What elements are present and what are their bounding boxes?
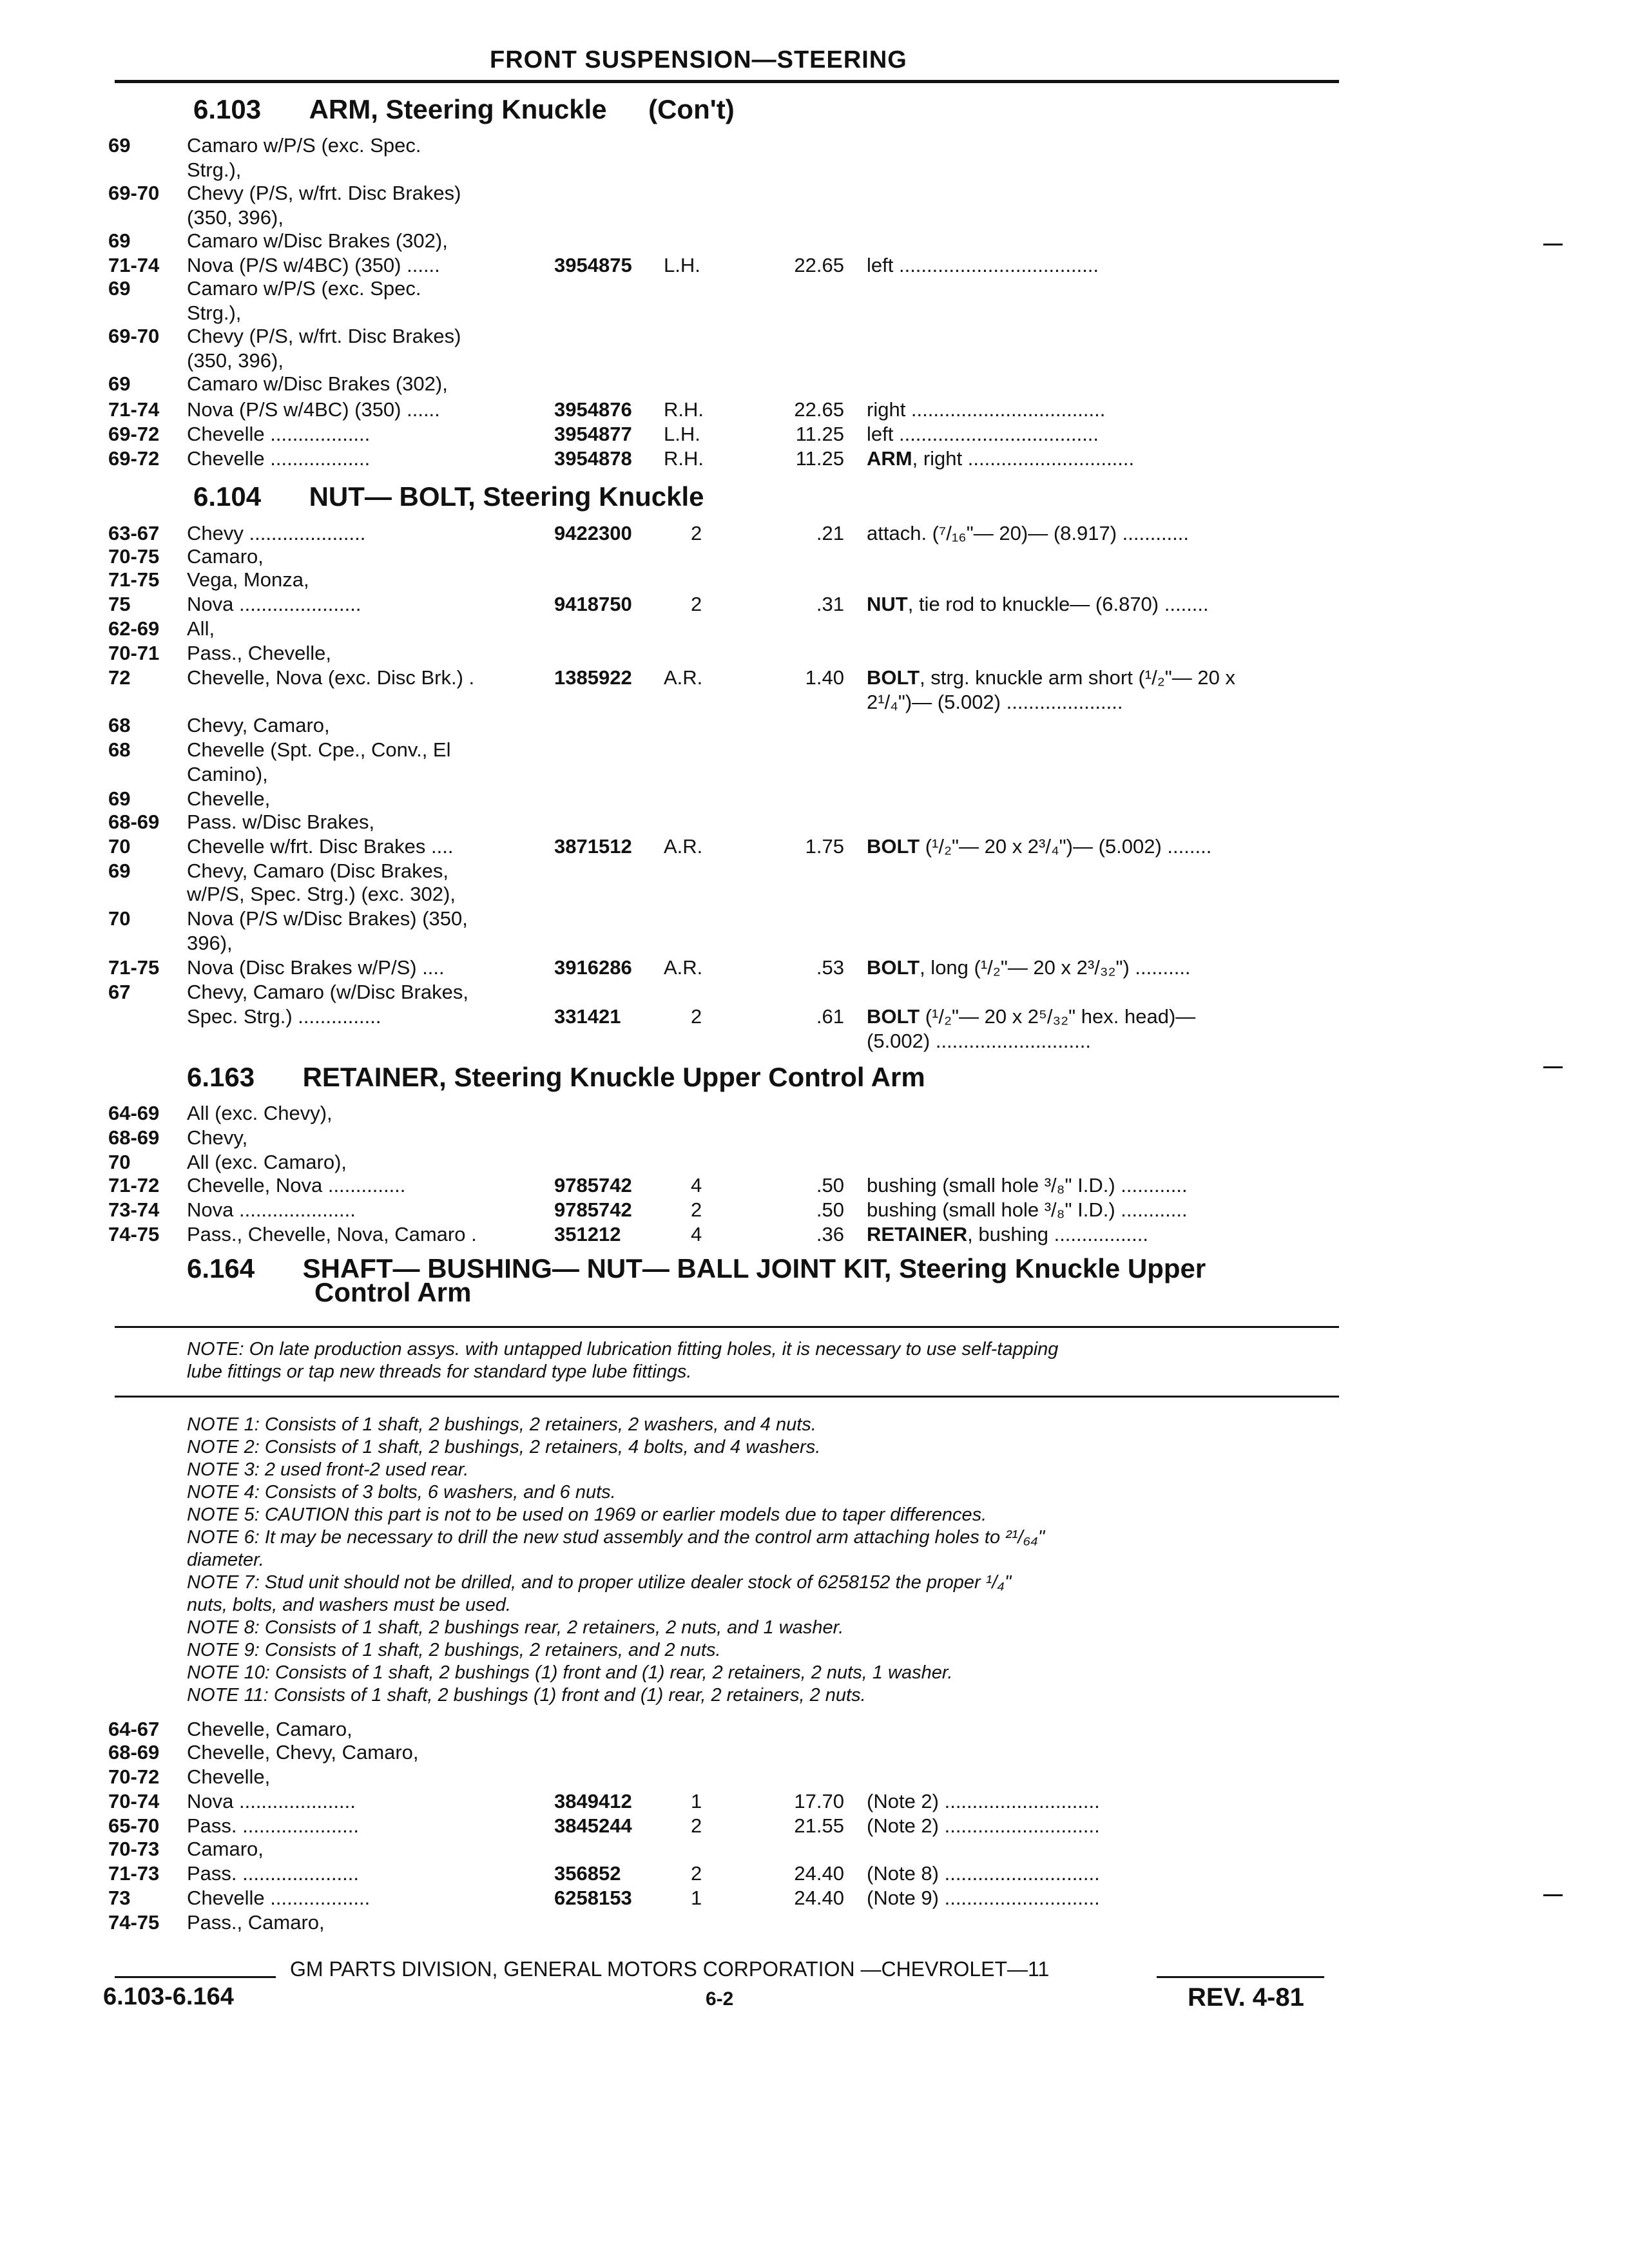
row-description: Chevy (P/S, w/frt. Disc Brakes) xyxy=(187,325,461,347)
row-description: Pass. w/Disc Brakes, xyxy=(187,811,375,833)
row-item-name: BOLT (¹/₂"— 20 x 2⁵/₃₂" hex. head)— xyxy=(867,1005,1196,1028)
row-part-number: 3871512 xyxy=(554,835,632,858)
table-row xyxy=(0,277,1629,302)
row-years: 70 xyxy=(108,1151,131,1173)
row-description: Chevelle .................. xyxy=(187,1887,371,1909)
row-years: 71-75 xyxy=(108,568,160,591)
row-description: Pass. ..................... xyxy=(187,1814,360,1837)
row-years: 70-74 xyxy=(108,1790,160,1812)
note-line: NOTE 4: Consists of 3 bolts, 6 washers, and 6 nuts. xyxy=(187,1482,616,1503)
row-part-number: 9418750 xyxy=(554,593,632,615)
row-item-name: (Note 2) ............................ xyxy=(867,1814,1100,1837)
row-years: 72 xyxy=(108,666,131,689)
row-part-number: 3849412 xyxy=(554,1790,632,1812)
footer-left-rule xyxy=(115,1976,276,1978)
row-part-number: 3916286 xyxy=(554,956,632,979)
note-line: NOTE 11: Consists of 1 shaft, 2 bushings (1) front and (1) rear, 2 retainers, 2 nuts. xyxy=(187,1685,866,1706)
table-row xyxy=(0,642,1629,666)
row-years: 69 xyxy=(108,860,131,882)
row-price: 21.55 xyxy=(794,1814,844,1837)
row-description: All (exc. Camaro), xyxy=(187,1151,347,1173)
row-description: Chevelle, Nova .............. xyxy=(187,1174,406,1196)
row-years: 65-70 xyxy=(108,1814,160,1837)
row-description: Nova ..................... xyxy=(187,1790,356,1812)
row-item-name: (Note 8) ............................ xyxy=(867,1862,1100,1885)
table-row xyxy=(0,860,1629,884)
table-row xyxy=(0,325,1629,349)
row-years: 64-69 xyxy=(108,1102,160,1124)
row-description: Chevelle w/frt. Disc Brakes .... xyxy=(187,835,454,858)
row-description: Pass., Camaro, xyxy=(187,1911,325,1934)
section-number: 6.104 xyxy=(193,481,262,512)
row-side: R.H. xyxy=(664,398,704,421)
row-price: .61 xyxy=(816,1005,844,1028)
table-row xyxy=(0,568,1629,593)
table-row xyxy=(0,182,1629,206)
boxed-note-line: lube fittings or tap new threads for standard type lube fittings. xyxy=(187,1361,692,1382)
row-part-number: 3954877 xyxy=(554,423,632,445)
footer-organization: GM PARTS DIVISION, GENERAL MOTORS CORPORATION —CHEVROLET—11 xyxy=(290,1957,1050,1981)
row-quantity: 1 xyxy=(691,1887,702,1909)
row-description: Nova (P/S w/4BC) (350) ...... xyxy=(187,254,440,276)
row-years: 62-69 xyxy=(108,617,160,640)
row-years: 74-75 xyxy=(108,1223,160,1245)
row-years: 73 xyxy=(108,1887,131,1909)
row-description: Chevelle .................. xyxy=(187,447,371,470)
note-line: NOTE 10: Consists of 1 shaft, 2 bushings (1) front and (1) rear, 2 retainers, 2 nuts, 1 washer. xyxy=(187,1662,953,1683)
table-row xyxy=(0,159,1629,183)
row-price: .31 xyxy=(816,593,844,615)
table-row xyxy=(0,907,1629,932)
table-row xyxy=(0,372,1629,397)
table-row xyxy=(0,738,1629,763)
row-years: 69 xyxy=(108,229,131,252)
row-quantity: 2 xyxy=(691,1005,702,1028)
table-row xyxy=(0,1887,1629,1911)
row-years: 69 xyxy=(108,372,131,395)
row-years: 71-74 xyxy=(108,254,160,276)
row-side: A.R. xyxy=(664,666,703,689)
row-years: 64-67 xyxy=(108,1718,160,1740)
header-rule xyxy=(115,80,1339,83)
note-line: NOTE 8: Consists of 1 shaft, 2 bushings rear, 2 retainers, 2 nuts, and 1 washer. xyxy=(187,1617,844,1638)
row-description: Nova ..................... xyxy=(187,1198,356,1221)
row-part-number: 3845244 xyxy=(554,1814,632,1837)
section-number: 6.163 xyxy=(187,1062,255,1092)
row-part-number: 3954875 xyxy=(554,254,632,276)
table-row xyxy=(0,1718,1629,1742)
row-description: Chevy, Camaro (w/Disc Brakes, xyxy=(187,981,468,1003)
table-row xyxy=(0,1814,1629,1839)
row-side: L.H. xyxy=(664,423,700,445)
row-description: Nova ...................... xyxy=(187,593,361,615)
row-quantity: 1 xyxy=(691,1790,702,1812)
table-row xyxy=(0,349,1629,374)
row-item-name: (Note 9) ............................ xyxy=(867,1887,1100,1909)
row-description: Camaro w/Disc Brakes (302), xyxy=(187,229,448,252)
table-row xyxy=(0,811,1629,835)
row-description: All, xyxy=(187,617,215,640)
row-part-number: 3954878 xyxy=(554,447,632,470)
row-years: 73-74 xyxy=(108,1198,160,1221)
row-item-name: left .................................... xyxy=(867,254,1099,276)
row-years: 68-69 xyxy=(108,1126,160,1149)
row-price: .50 xyxy=(816,1174,844,1196)
row-quantity: 2 xyxy=(691,1198,702,1221)
row-item-name: bushing (small hole ³/₈" I.D.) ............ xyxy=(867,1174,1188,1196)
section-number: 6.103 xyxy=(193,94,262,124)
table-row xyxy=(0,206,1629,231)
row-years: 75 xyxy=(108,593,131,615)
section-title: NUT— BOLT, Steering Knuckle xyxy=(309,481,704,512)
table-row xyxy=(0,787,1629,812)
table-row xyxy=(0,981,1629,1005)
section-number: 6.164 xyxy=(187,1253,255,1283)
row-description: Camino), xyxy=(187,763,268,785)
table-row xyxy=(0,835,1629,860)
row-quantity: 2 xyxy=(691,1814,702,1837)
row-years: 70-71 xyxy=(108,642,160,664)
row-description: Camaro, xyxy=(187,1838,264,1860)
section-title-cont: Control Arm xyxy=(314,1277,472,1307)
table-row xyxy=(0,883,1629,907)
table-row xyxy=(0,1198,1629,1223)
row-item-name: ARM, right .............................. xyxy=(867,447,1135,470)
row-years: 69 xyxy=(108,277,131,300)
row-description: Pass., Chevelle, xyxy=(187,642,331,664)
note-line: nuts, bolts, and washers must be used. xyxy=(187,1595,511,1615)
row-years: 68 xyxy=(108,714,131,736)
row-years: 71-73 xyxy=(108,1862,160,1885)
note-line: NOTE 2: Consists of 1 shaft, 2 bushings, 2 retainers, 4 bolts, and 4 washers. xyxy=(187,1437,821,1457)
table-row xyxy=(0,714,1629,738)
row-description: Chevy ..................... xyxy=(187,522,366,544)
row-description: Camaro w/P/S (exc. Spec. xyxy=(187,134,421,157)
row-description: Chevelle, Camaro, xyxy=(187,1718,352,1740)
row-description: w/P/S, Spec. Strg.) (exc. 302), xyxy=(187,883,456,905)
note-line: NOTE 7: Stud unit should not be drilled, and to proper utilize dealer stock of 6258152 the proper ¹/₄" xyxy=(187,1572,1012,1593)
note-line: NOTE 3: 2 used front-2 used rear. xyxy=(187,1459,469,1480)
row-price: .21 xyxy=(816,522,844,544)
row-price: 1.75 xyxy=(805,835,844,858)
section-title: RETAINER, Steering Knuckle Upper Control Arm xyxy=(302,1062,925,1092)
row-years: 70 xyxy=(108,835,131,858)
row-part-number: 331421 xyxy=(554,1005,621,1028)
row-description: Strg.), xyxy=(187,302,242,324)
row-description: Chevelle, Chevy, Camaro, xyxy=(187,1741,419,1763)
row-part-number: 6258153 xyxy=(554,1887,632,1909)
table-row xyxy=(0,956,1629,981)
table-row xyxy=(0,229,1629,254)
row-price: 17.70 xyxy=(794,1790,844,1812)
row-years: 69-72 xyxy=(108,447,160,470)
section-title: SHAFT— BUSHING— NUT— BALL JOINT KIT, Steering Knuckle Upper xyxy=(302,1253,1206,1283)
row-description: Chevy, xyxy=(187,1126,248,1149)
row-price: 24.40 xyxy=(794,1862,844,1885)
row-quantity: 2 xyxy=(691,593,702,615)
row-description: Vega, Monza, xyxy=(187,568,309,591)
row-price: .50 xyxy=(816,1198,844,1221)
row-years: 69-70 xyxy=(108,325,160,347)
table-row xyxy=(0,932,1629,956)
row-years: 67 xyxy=(108,981,131,1003)
row-years: 71-75 xyxy=(108,956,160,979)
table-row xyxy=(0,254,1629,278)
row-item-name: BOLT, long (¹/₂"— 20 x 2³/₃₂") .......... xyxy=(867,956,1191,979)
row-part-number: 9785742 xyxy=(554,1198,632,1221)
table-row xyxy=(0,593,1629,617)
row-years: 71-72 xyxy=(108,1174,160,1196)
row-description: Strg.), xyxy=(187,159,242,181)
row-years: 69-72 xyxy=(108,423,160,445)
row-item-name: right ................................... xyxy=(867,398,1106,421)
row-description: Chevy, Camaro, xyxy=(187,714,330,736)
table-row xyxy=(0,666,1629,691)
note-box-bottom-rule xyxy=(115,1396,1339,1398)
row-description: Chevelle, xyxy=(187,1765,271,1788)
row-quantity: 2 xyxy=(691,522,702,544)
margin-tick xyxy=(1543,244,1563,245)
note-line: NOTE 1: Consists of 1 shaft, 2 bushings, 2 retainers, 2 washers, and 4 nuts. xyxy=(187,1414,816,1435)
table-row xyxy=(0,522,1629,546)
row-part-number: 9785742 xyxy=(554,1174,632,1196)
row-item-name: left .................................... xyxy=(867,423,1099,445)
row-price: 22.65 xyxy=(794,398,844,421)
table-row xyxy=(0,1223,1629,1247)
row-price: 24.40 xyxy=(794,1887,844,1909)
table-row xyxy=(0,1838,1629,1862)
row-part-number: 1385922 xyxy=(554,666,632,689)
row-quantity: 2 xyxy=(691,1862,702,1885)
row-part-number: 3954876 xyxy=(554,398,632,421)
row-years: 68-69 xyxy=(108,811,160,833)
row-description: Chevelle, Nova (exc. Disc Brk.) . xyxy=(187,666,475,689)
footer-page-number: 6-2 xyxy=(706,1988,734,2010)
row-description: 396), xyxy=(187,932,233,954)
row-description: Chevy (P/S, w/frt. Disc Brakes) xyxy=(187,182,461,204)
row-part-number: 351212 xyxy=(554,1223,621,1245)
table-row xyxy=(0,1790,1629,1814)
table-row xyxy=(0,1741,1629,1765)
table-row xyxy=(0,1911,1629,1936)
page-header-title: FRONT SUSPENSION—STEERING xyxy=(490,46,907,73)
table-row xyxy=(0,1005,1629,1030)
table-row xyxy=(0,302,1629,326)
row-description: (350, 396), xyxy=(187,206,284,229)
table-row xyxy=(0,1126,1629,1151)
row-years: 70-73 xyxy=(108,1838,160,1860)
row-years: 74-75 xyxy=(108,1911,160,1934)
row-description: Chevy, Camaro (Disc Brakes, xyxy=(187,860,448,882)
table-row xyxy=(0,423,1629,447)
table-row xyxy=(0,1102,1629,1126)
row-description: All (exc. Chevy), xyxy=(187,1102,333,1124)
section-title: ARM, Steering Knuckle xyxy=(309,94,607,124)
section-6-163 xyxy=(187,1062,925,1093)
row-description: Camaro, xyxy=(187,545,264,568)
footer-right-rule xyxy=(1157,1976,1324,1978)
row-description: Nova (Disc Brakes w/P/S) .... xyxy=(187,956,445,979)
boxed-note-line: NOTE: On late production assys. with untapped lubrication fitting holes, it is necessary to use self-tapping xyxy=(187,1339,1059,1360)
row-price: .53 xyxy=(816,956,844,979)
table-row xyxy=(0,398,1629,423)
row-item-name: (5.002) ............................ xyxy=(867,1030,1091,1052)
note-line: NOTE 5: CAUTION this part is not to be used on 1969 or earlier models due to taper differences. xyxy=(187,1504,987,1525)
row-item-name: bushing (small hole ³/₈" I.D.) ............ xyxy=(867,1198,1188,1221)
row-side: A.R. xyxy=(664,956,703,979)
table-row xyxy=(0,545,1629,570)
row-description: (350, 396), xyxy=(187,349,284,372)
note-line: NOTE 6: It may be necessary to drill the new stud assembly and the control arm attaching holes to ²¹/₆₄" xyxy=(187,1527,1045,1548)
row-years: 68-69 xyxy=(108,1741,160,1763)
row-years: 70 xyxy=(108,907,131,930)
row-price: 22.65 xyxy=(794,254,844,276)
row-price: .36 xyxy=(816,1223,844,1245)
row-years: 69 xyxy=(108,134,131,157)
table-row xyxy=(0,1862,1629,1887)
row-description: Spec. Strg.) ............... xyxy=(187,1005,381,1028)
margin-tick xyxy=(1543,1894,1563,1896)
footer-revision: REV. 4-81 xyxy=(1188,1983,1304,2012)
row-side: R.H. xyxy=(664,447,704,470)
row-description: Chevelle, xyxy=(187,787,271,810)
row-years: 69-70 xyxy=(108,182,160,204)
row-description: Camaro w/P/S (exc. Spec. xyxy=(187,277,421,300)
note-box-top-rule xyxy=(115,1326,1339,1328)
row-description: Camaro w/Disc Brakes (302), xyxy=(187,372,448,395)
section-6-104 xyxy=(193,481,704,512)
table-row xyxy=(0,1174,1629,1198)
row-years: 69 xyxy=(108,787,131,810)
row-part-number: 356852 xyxy=(554,1862,621,1885)
row-quantity: 4 xyxy=(691,1223,702,1245)
row-years: 70-72 xyxy=(108,1765,160,1788)
row-part-number: 9422300 xyxy=(554,522,632,544)
footer-section-range: 6.103-6.164 xyxy=(103,1983,234,2010)
table-row xyxy=(0,1030,1629,1054)
note-line: NOTE 9: Consists of 1 shaft, 2 bushings, 2 retainers, and 2 nuts. xyxy=(187,1640,721,1660)
section-6-103 xyxy=(193,94,735,125)
table-row xyxy=(0,617,1629,642)
row-description: Nova (P/S w/Disc Brakes) (350, xyxy=(187,907,468,930)
table-row xyxy=(0,691,1629,715)
table-row xyxy=(0,1151,1629,1175)
table-row xyxy=(0,1765,1629,1790)
row-item-name: NUT, tie rod to knuckle— (6.870) ........ xyxy=(867,593,1209,615)
row-description: Pass., Chevelle, Nova, Camaro . xyxy=(187,1223,477,1245)
row-years: 70-75 xyxy=(108,545,160,568)
row-side: L.H. xyxy=(664,254,700,276)
row-price: 11.25 xyxy=(795,423,844,445)
row-quantity: 4 xyxy=(691,1174,702,1196)
table-row xyxy=(0,447,1629,472)
row-years: 63-67 xyxy=(108,522,160,544)
row-item-name: (Note 2) ............................ xyxy=(867,1790,1100,1812)
row-item-name: BOLT (¹/₂"— 20 x 2³/₄")— (5.002) ........ xyxy=(867,835,1212,858)
row-years: 68 xyxy=(108,738,131,761)
row-side: A.R. xyxy=(664,835,703,858)
row-description: Chevelle (Spt. Cpe., Conv., El xyxy=(187,738,451,761)
row-item-name: attach. (⁷/₁₆"— 20)— (8.917) ............ xyxy=(867,522,1190,544)
row-item-name: 2¹/₄")— (5.002) ..................... xyxy=(867,691,1123,713)
row-price: 1.40 xyxy=(805,666,844,689)
row-item-name: BOLT, strg. knuckle arm short (¹/₂"— 20 x xyxy=(867,666,1235,689)
row-years: 71-74 xyxy=(108,398,160,421)
section-suffix: (Con't) xyxy=(648,94,735,124)
row-price: 11.25 xyxy=(795,447,844,470)
row-description: Pass. ..................... xyxy=(187,1862,360,1885)
note-line: diameter. xyxy=(187,1550,264,1570)
row-item-name: RETAINER, bushing ................. xyxy=(867,1223,1149,1245)
row-description: Nova (P/S w/4BC) (350) ...... xyxy=(187,398,440,421)
table-row xyxy=(0,134,1629,159)
table-row xyxy=(0,763,1629,787)
row-description: Chevelle .................. xyxy=(187,423,371,445)
margin-tick xyxy=(1543,1066,1563,1068)
